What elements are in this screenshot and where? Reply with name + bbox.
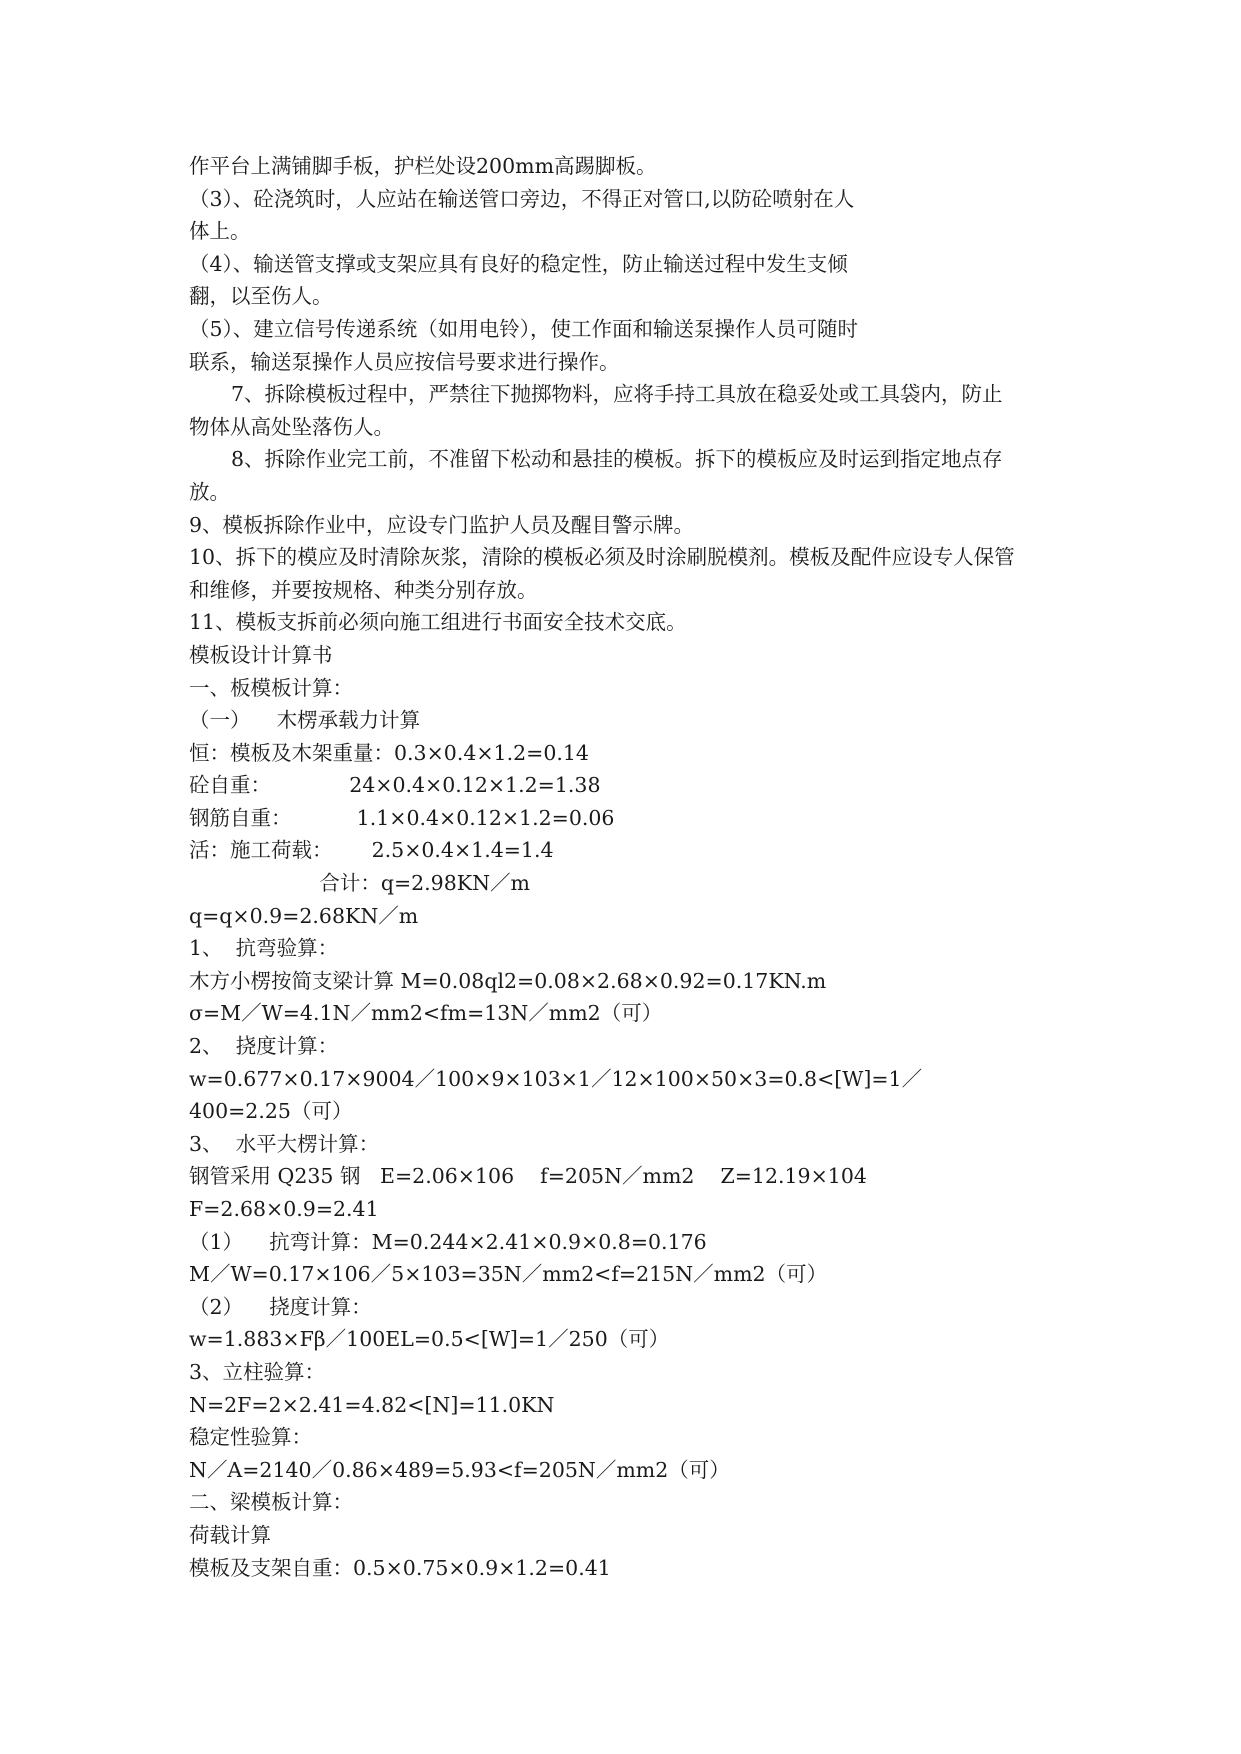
text-line: 体上。: [189, 219, 251, 244]
text-line: σ=M／W=4.1N／mm2<fm=13N／mm2（可）: [189, 1001, 663, 1026]
text-line: 400=2.25（可）: [189, 1099, 353, 1124]
text-line: 钢管采用 Q235 钢 E=2.06×106 f=205N／mm2 Z=12.19×104: [189, 1164, 867, 1189]
text-line: 10、拆下的模应及时清除灰浆，清除的模板必须及时涂刷脱模剂。模板及配件应设专人保管: [189, 545, 1015, 570]
text-line: 恒：模板及木架重量：0.3×0.4×1.2=0.14: [189, 740, 589, 765]
text-line: 放。: [189, 479, 230, 504]
text-line: （4）、输送管支撑或支架应具有良好的稳定性，防止输送过程中发生支倾: [189, 251, 848, 276]
text-line: 翻，以至伤人。: [189, 284, 333, 309]
text-line: 作平台上满铺脚手板，护栏处设200mm高踢脚板。: [189, 154, 657, 178]
text-line: 3、 水平大楞计算：: [189, 1131, 380, 1156]
document-body: [189, 150, 1059, 1584]
text-line: 物体从高处坠落伤人。: [189, 414, 394, 439]
text-line: 11、模板支拆前必须向施工组进行书面安全技术交底。: [189, 610, 687, 635]
text-line: （2） 挠度计算：: [189, 1294, 372, 1319]
text-line: 1、 抗弯验算：: [189, 936, 339, 961]
text-line: 荷载计算: [189, 1522, 271, 1547]
section-heading: 二、梁模板计算：: [189, 1490, 353, 1515]
text-line: 9、模板拆除作业中，应设专门监护人员及醒目警示牌。: [189, 512, 695, 537]
text-line: 模板及支架自重：0.5×0.75×0.9×1.2=0.41: [189, 1555, 611, 1580]
section-heading: 模板设计计算书: [189, 642, 333, 667]
text-line: 7、拆除模板过程中，严禁往下抛掷物料，应将手持工具放在稳妥处或工具袋内，防止: [231, 382, 1003, 407]
text-line: （5）、建立信号传递系统（如用电铃），使工作面和输送泵操作人员可随时: [189, 316, 859, 341]
text-line: F=2.68×0.9=2.41: [189, 1197, 379, 1221]
text-line: w=1.883×Fβ／100EL=0.5<[W]=1／250（可）: [189, 1327, 670, 1352]
text-line: 钢筋自重： 1.1×0.4×0.12×1.2=0.06: [189, 805, 615, 830]
text-line: 稳定性验算：: [189, 1425, 312, 1450]
text-line: 木方小楞按简支梁计算 M=0.08ql2=0.08×2.68×0.92=0.17KN.m: [189, 968, 827, 993]
text-line: 合计：q=2.98KN／m: [189, 871, 530, 896]
text-line: 联系，输送泵操作人员应按信号要求进行操作。: [189, 349, 620, 374]
text-line: 活：施工荷载： 2.5×0.4×1.4=1.4: [189, 838, 554, 863]
section-heading: 一、板模板计算：: [189, 675, 353, 700]
text-line: 和维修，并要按规格、种类分别存放。: [189, 577, 538, 602]
text-line: 8、拆除作业完工前，不准留下松动和悬挂的模板。拆下的模板应及时运到指定地点存: [231, 447, 1003, 472]
text-line: q=q×0.9=2.68KN／m: [189, 903, 419, 928]
text-line: 2、 挠度计算：: [189, 1034, 339, 1059]
text-line: 砼自重： 24×0.4×0.12×1.2=1.38: [189, 773, 601, 798]
text-line: （一） 木楞承载力计算: [189, 708, 421, 733]
text-line: N=2F=2×2.41=4.82<[N]=11.0KN: [189, 1392, 555, 1417]
text-line: w=0.677×0.17×9004／100×9×103×1／12×100×50×3=0.8<[W]=1／: [189, 1066, 923, 1091]
text-line: （1） 抗弯计算：M=0.244×2.41×0.9×0.8=0.176: [189, 1229, 707, 1254]
text-line: N／A=2140／0.86×489=5.93<f=205N／mm2（可）: [189, 1457, 730, 1482]
text-line: M／W=0.17×106／5×103=35N／mm2<f=215N／mm2（可）: [189, 1262, 828, 1287]
text-line: 3、立柱验算：: [189, 1359, 326, 1384]
text-line: （3）、砼浇筑时，人应站在输送管口旁边，不得正对管口,以防砼喷射在人: [189, 186, 855, 211]
